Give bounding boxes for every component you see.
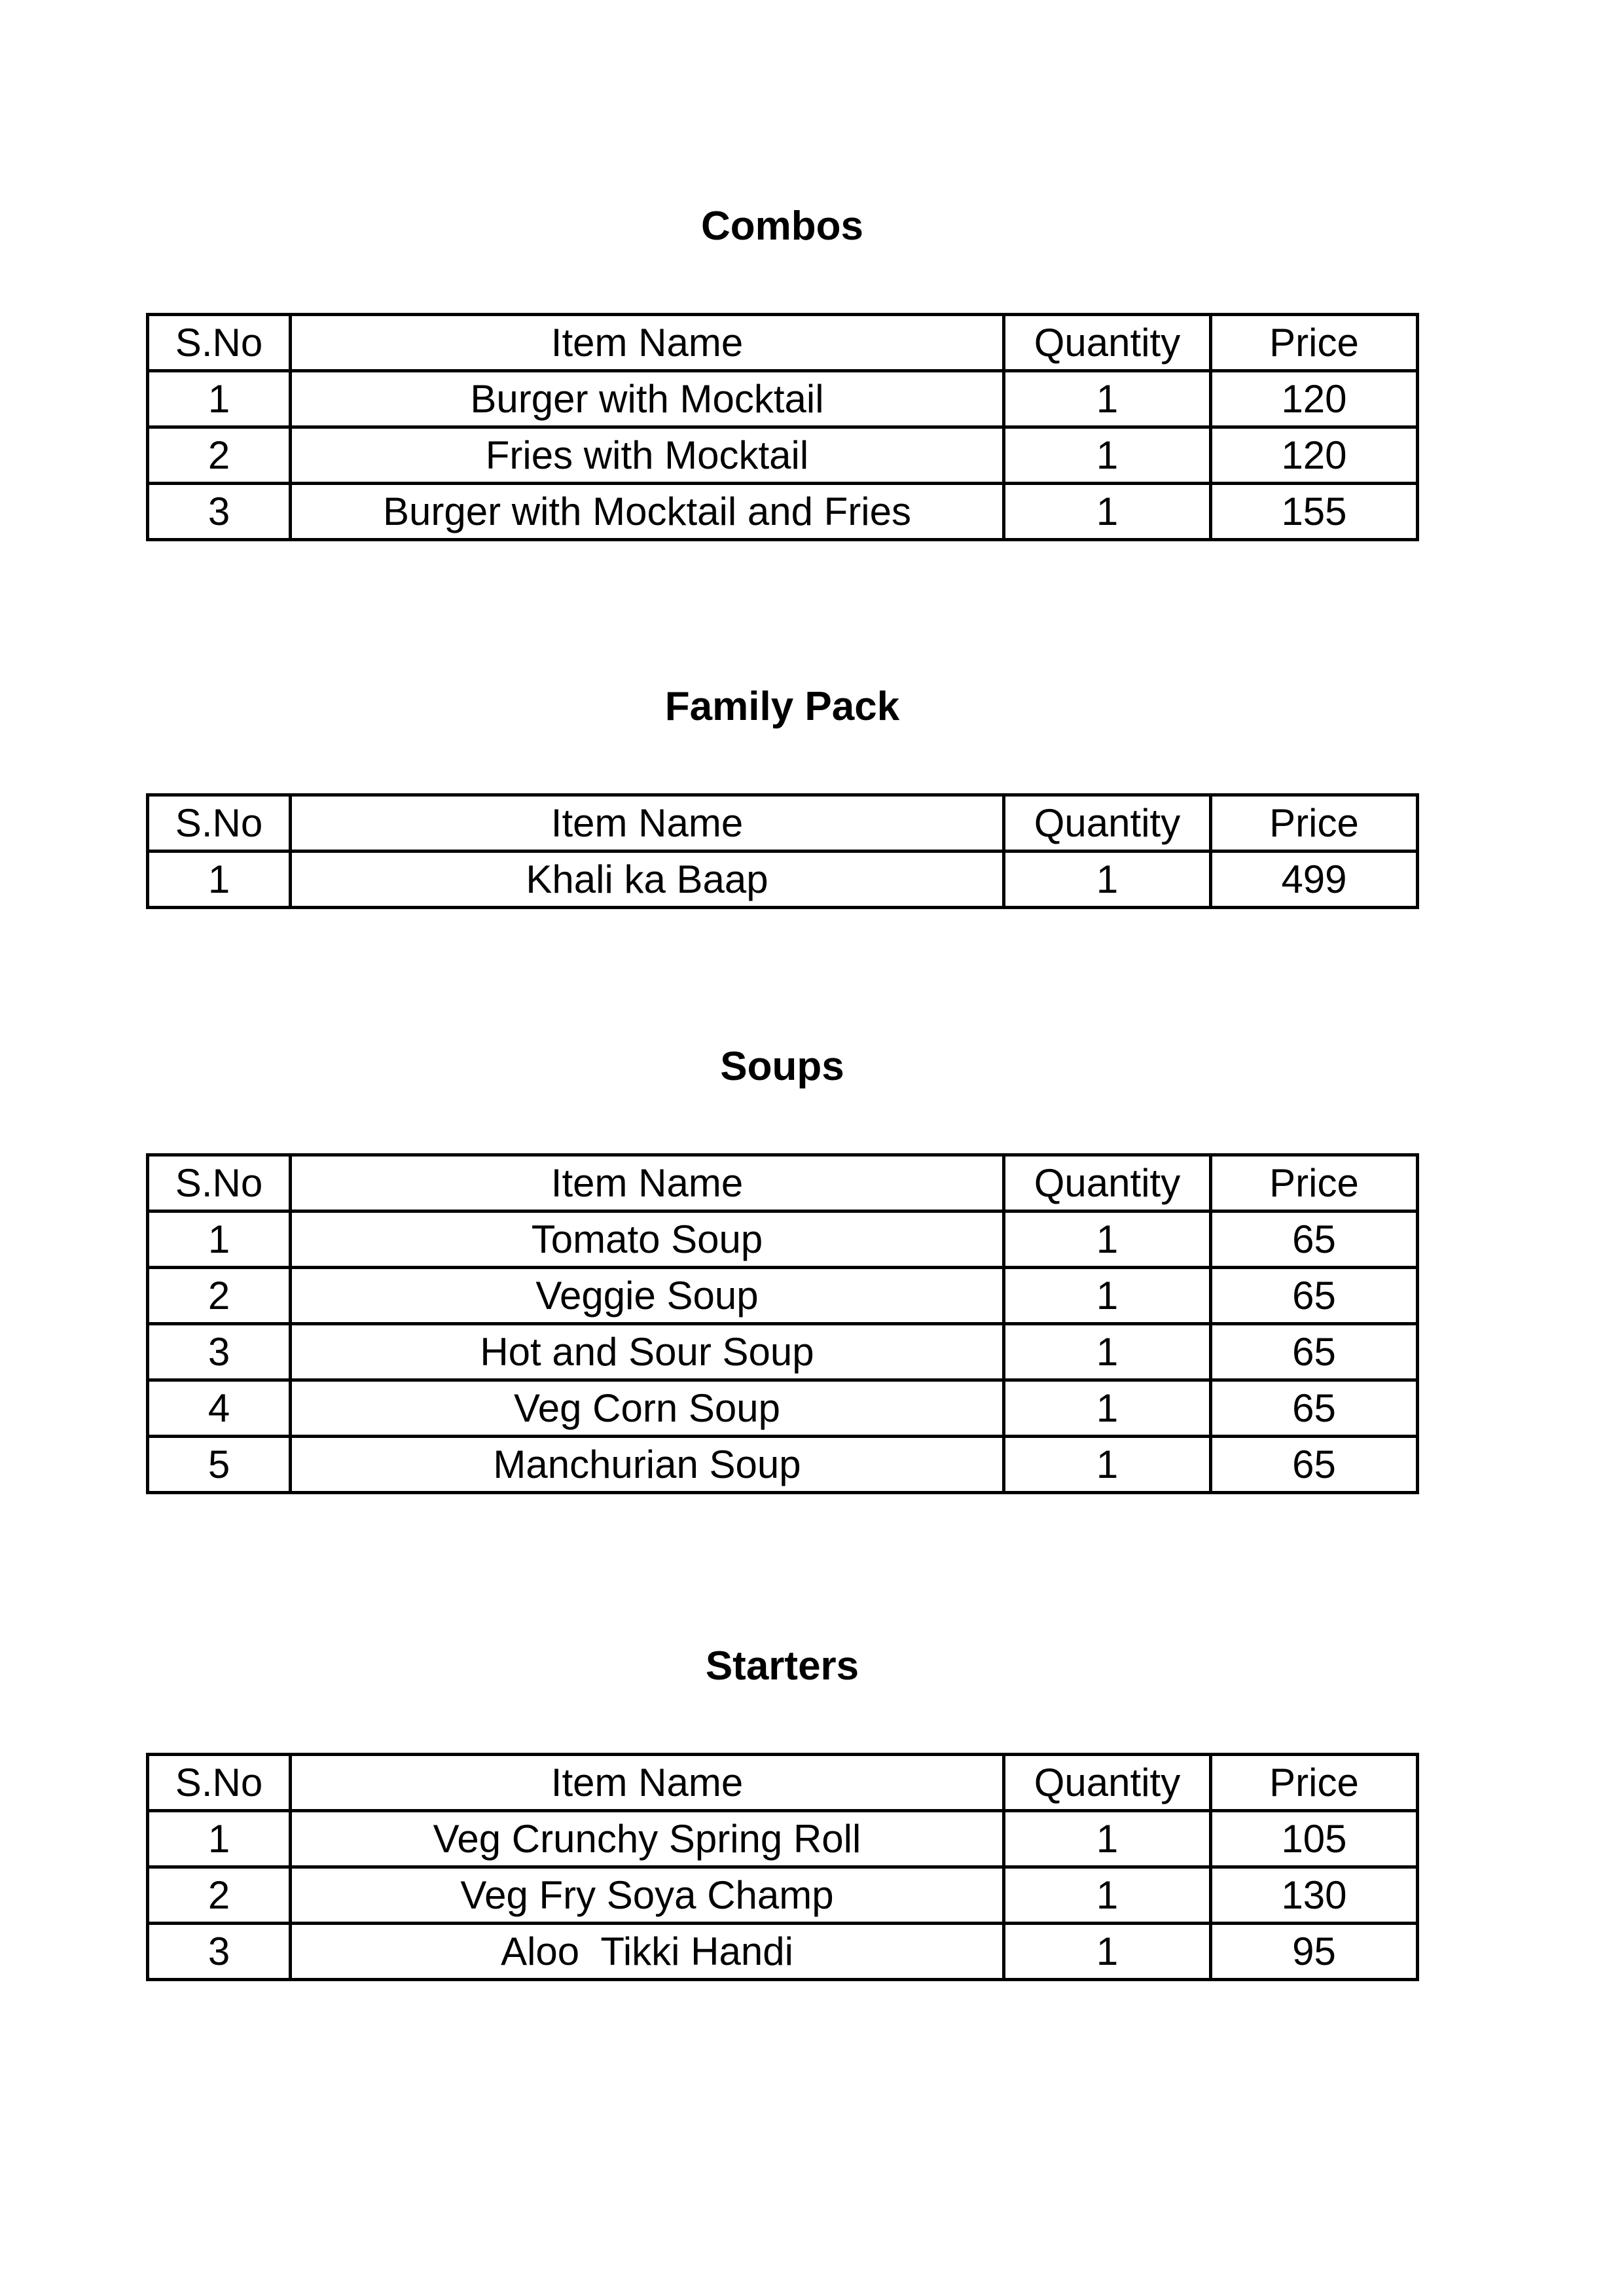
section-title-family-pack: Family Pack — [664, 684, 900, 729]
cell-quantity: 1 — [1004, 1268, 1211, 1324]
table-row — [148, 1867, 1418, 1924]
cell-price: 130 — [1211, 1867, 1418, 1924]
table-row — [148, 484, 1418, 540]
table-row — [148, 1380, 1418, 1437]
cell-item-name: Veggie Soup — [291, 1268, 1004, 1324]
header-price: Price — [1211, 1155, 1418, 1211]
cell-item-name: Fries with Mocktail — [291, 427, 1004, 484]
table-row — [148, 1211, 1418, 1268]
header-item-name: Item Name — [291, 1755, 1004, 1811]
cell-quantity: 1 — [1004, 1437, 1211, 1493]
cell-price: 499 — [1211, 852, 1418, 908]
header-sno: S.No — [148, 1155, 291, 1211]
cell-quantity: 1 — [1004, 1811, 1211, 1867]
header-price: Price — [1211, 315, 1418, 371]
cell-sno: 1 — [148, 1811, 291, 1867]
cell-price: 105 — [1211, 1811, 1418, 1867]
table-row — [148, 852, 1418, 908]
starters-table — [146, 1753, 1419, 1981]
cell-price: 65 — [1211, 1437, 1418, 1493]
cell-sno: 1 — [148, 1211, 291, 1268]
table-header-row — [148, 1755, 1418, 1811]
cell-sno: 3 — [148, 484, 291, 540]
header-quantity: Quantity — [1004, 795, 1211, 852]
table-row — [148, 1437, 1418, 1493]
cell-item-name: Veg Crunchy Spring Roll — [291, 1811, 1004, 1867]
section-title-combos: Combos — [701, 204, 863, 249]
header-sno: S.No — [148, 315, 291, 371]
cell-quantity: 1 — [1004, 1867, 1211, 1924]
cell-item-name: Burger with Mocktail and Fries — [291, 484, 1004, 540]
cell-sno: 2 — [148, 427, 291, 484]
cell-quantity: 1 — [1004, 427, 1211, 484]
cell-sno: 4 — [148, 1380, 291, 1437]
header-item-name: Item Name — [291, 1155, 1004, 1211]
cell-quantity: 1 — [1004, 484, 1211, 540]
header-price: Price — [1211, 795, 1418, 852]
soups-table — [146, 1153, 1419, 1494]
table-row — [148, 1324, 1418, 1380]
cell-sno: 1 — [148, 852, 291, 908]
combos-table — [146, 313, 1419, 541]
cell-sno: 3 — [148, 1924, 291, 1980]
family-pack-table — [146, 793, 1419, 909]
cell-price: 65 — [1211, 1380, 1418, 1437]
header-sno: S.No — [148, 795, 291, 852]
cell-sno: 5 — [148, 1437, 291, 1493]
cell-sno: 1 — [148, 371, 291, 427]
cell-price: 95 — [1211, 1924, 1418, 1980]
table-row — [148, 1811, 1418, 1867]
cell-price: 65 — [1211, 1324, 1418, 1380]
cell-quantity: 1 — [1004, 1211, 1211, 1268]
header-item-name: Item Name — [291, 795, 1004, 852]
cell-item-name: Veg Fry Soya Champ — [291, 1867, 1004, 1924]
cell-item-name: Veg Corn Soup — [291, 1380, 1004, 1437]
section-title-soups: Soups — [720, 1044, 844, 1089]
cell-item-name: Manchurian Soup — [291, 1437, 1004, 1493]
cell-price: 120 — [1211, 371, 1418, 427]
cell-quantity: 1 — [1004, 852, 1211, 908]
cell-quantity: 1 — [1004, 1924, 1211, 1980]
table-row — [148, 1268, 1418, 1324]
table-row — [148, 427, 1418, 484]
cell-item-name: Khali ka Baap — [291, 852, 1004, 908]
header-quantity: Quantity — [1004, 1155, 1211, 1211]
cell-price: 65 — [1211, 1268, 1418, 1324]
cell-item-name: Burger with Mocktail — [291, 371, 1004, 427]
table-header-row — [148, 315, 1418, 371]
header-quantity: Quantity — [1004, 315, 1211, 371]
cell-quantity: 1 — [1004, 371, 1211, 427]
header-sno: S.No — [148, 1755, 291, 1811]
header-price: Price — [1211, 1755, 1418, 1811]
cell-quantity: 1 — [1004, 1324, 1211, 1380]
cell-price: 155 — [1211, 484, 1418, 540]
cell-item-name: Aloo Tikki Handi — [291, 1924, 1004, 1980]
cell-price: 120 — [1211, 427, 1418, 484]
table-row — [148, 1924, 1418, 1980]
table-header-row — [148, 795, 1418, 852]
cell-item-name: Tomato Soup — [291, 1211, 1004, 1268]
cell-sno: 2 — [148, 1867, 291, 1924]
cell-item-name: Hot and Sour Soup — [291, 1324, 1004, 1380]
table-header-row — [148, 1155, 1418, 1211]
cell-sno: 3 — [148, 1324, 291, 1380]
cell-sno: 2 — [148, 1268, 291, 1324]
cell-price: 65 — [1211, 1211, 1418, 1268]
header-item-name: Item Name — [291, 315, 1004, 371]
cell-quantity: 1 — [1004, 1380, 1211, 1437]
section-title-starters: Starters — [705, 1643, 859, 1689]
table-row — [148, 371, 1418, 427]
header-quantity: Quantity — [1004, 1755, 1211, 1811]
